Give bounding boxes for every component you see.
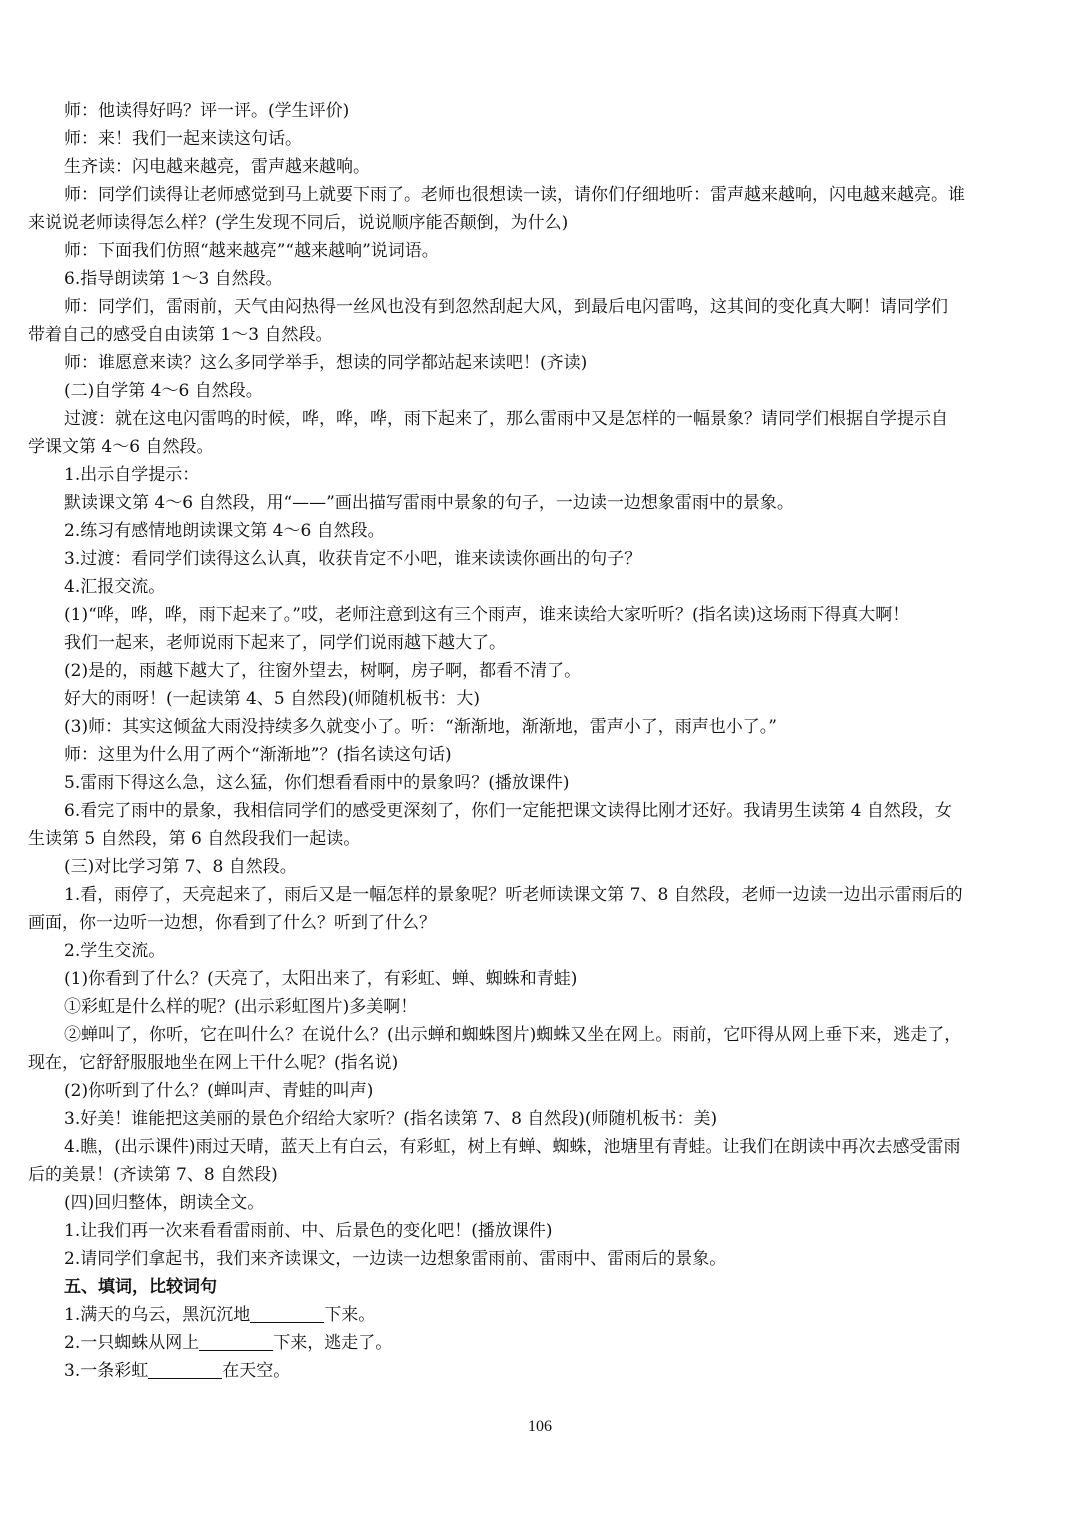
text-line: (二)自学第 4～6 自然段。: [64, 381, 263, 401]
answer-blank: [250, 1302, 324, 1323]
text-line: 2.请同学们拿起书，我们来齐读课文，一边读一边想象雷雨前、雷雨中、雷雨后的景象。: [64, 1249, 727, 1269]
text-line: 5.雷雨下得这么急，这么猛，你们想看看雨中的景象吗？(播放课件): [64, 773, 570, 793]
text-line: 师：同学们读得让老师感觉到马上就要下雨了。老师也很想读一读，请你们仔细地听：雷声越来越响，闪电越来越亮。谁: [64, 185, 965, 205]
fill-blank-item: [28, 1301, 1056, 1329]
text-line: ②蝉叫了，你听，它在叫什么？在说什么？(出示蝉和蜘蛛图片)蜘蛛又坐在网上。雨前，它吓得从网上垂下来，逃走了，: [64, 1025, 962, 1045]
text-line: 生齐读：闪电越来越亮，雷声越来越响。: [64, 157, 370, 177]
text-line: 师：这里为什么用了两个“渐渐地”？(指名读这句话): [64, 745, 452, 765]
text-line: (1)“哗，哗，哗，雨下起来了。”哎，老师注意到这有三个雨声，谁来读给大家听听？(指名读)这场雨下得真大啊！: [64, 605, 910, 625]
text-line: 师：来！我们一起来读这句话。: [64, 129, 302, 149]
text-line: 过渡：就在这电闪雷鸣的时候，哗，哗，哗，雨下起来了，那么雷雨中又是怎样的一幅景象？请同学们根据自学提示自: [64, 409, 948, 429]
text-line: (3)师：其实这倾盆大雨没持续多久就变小了。听：“渐渐地，渐渐地，雷声小了，雨声也小了。”: [64, 717, 777, 737]
text-line: (2)你听到了什么？(蝉叫声、青蛙的叫声): [64, 1081, 374, 1101]
text-line: 学课文第 4～6 自然段。: [28, 437, 214, 457]
text-line: (三)对比学习第 7、8 自然段。: [64, 857, 297, 877]
text-line: 好大的雨呀！(一起读第 4、5 自然段)(师随机板书：大): [64, 689, 480, 709]
text-line: 师：谁愿意来读？这么多同学举手，想读的同学都站起来读吧！(齐读): [64, 353, 588, 373]
text-line: 来说说老师读得怎么样？(学生发现不同后，说说顺序能否颠倒，为什么): [28, 213, 569, 233]
text-line: 2.练习有感情地朗读课文第 4～6 自然段。: [64, 521, 385, 541]
text-line: ①彩虹是什么样的呢？(出示彩虹图片)多美啊！: [64, 997, 418, 1017]
answer-blank: [199, 1330, 273, 1351]
text-line: 带着自己的感受自由读第 1～3 自然段。: [28, 325, 333, 345]
text-line: 画面，你一边听一边想，你看到了什么？听到了什么？: [28, 913, 436, 933]
text-line: 后的美景！(齐读第 7、8 自然段): [28, 1165, 278, 1185]
document-body: [28, 97, 1056, 1385]
text-line: 1.让我们再一次来看看雷雨前、中、后景色的变化吧！(播放课件): [64, 1221, 553, 1241]
text-line: 3.好美！谁能把这美丽的景色介绍给大家听？(指名读第 7、8 自然段)(师随机板书：美): [64, 1109, 718, 1129]
text-line: 师：下面我们仿照“越来越亮”“越来越响”说词语。: [64, 241, 439, 261]
text-line: 4.汇报交流。: [64, 577, 166, 597]
answer-blank: [148, 1358, 222, 1379]
text-line: 1.看，雨停了，天亮起来了，雨后又是一幅怎样的景象呢？听老师读课文第 7、8 自然段，老师一边读一边出示雷雨后的: [64, 885, 963, 905]
text-line: (2)是的，雨越下越大了，往窗外望去，树啊，房子啊，都看不清了。: [64, 661, 582, 681]
text-line: 师：他读得好吗？评一评。(学生评价): [64, 101, 350, 121]
text-line: 2.学生交流。: [64, 941, 166, 961]
text-line: 6.指导朗读第 1～3 自然段。: [64, 269, 283, 289]
text-line: 1.出示自学提示：: [64, 465, 200, 485]
text-line: 现在，它舒舒服服地坐在网上干什么呢？(指名说): [28, 1053, 399, 1073]
fill-item-after: 下来，逃走了。: [273, 1333, 393, 1353]
fill-item-after: 在天空。: [222, 1361, 291, 1381]
text-line: 生读第 5 自然段，第 6 自然段我们一起读。: [28, 829, 361, 849]
text-line: 3.过渡：看同学们读得这么认真，收获肯定不小吧，谁来读读你画出的句子？: [64, 549, 642, 569]
fill-item-before: 3.一条彩虹: [64, 1361, 149, 1381]
fill-item-before: 1.满天的乌云，黑沉沉地: [64, 1305, 251, 1325]
fill-blank-item: [28, 1357, 1056, 1385]
text-line: 6.看完了雨中的景象，我相信同学们的感受更深刻了，你们一定能把课文读得比刚才还好。我请男生读第 4 自然段，女: [64, 801, 952, 821]
text-line: (四)回归整体，朗读全文。: [64, 1193, 265, 1213]
fill-item-after: 下来。: [324, 1305, 376, 1325]
text-line: 师：同学们，雷雨前，天气由闷热得一丝风也没有到忽然刮起大风，到最后电闪雷鸣，这其间的变化真大啊！请同学们: [64, 297, 948, 317]
page-number: 106: [528, 1418, 552, 1435]
text-line: 默读课文第 4～6 自然段，用“——”画出描写雷雨中景象的句子，一边读一边想象雷雨中的景象。: [64, 493, 794, 513]
text-line: 4.瞧，(出示课件)雨过天晴，蓝天上有白云，有彩虹，树上有蝉、蜘蛛，池塘里有青蛙。让我们在朗读中再次去感受雷雨: [64, 1137, 961, 1157]
text-line: 我们一起来，老师说雨下起来了，同学们说雨越下越大了。: [64, 633, 506, 653]
fill-item-before: 2.一只蜘蛛从网上: [64, 1333, 200, 1353]
text-line: (1)你看到了什么？(天亮了，太阳出来了，有彩虹、蝉、蜘蛛和青蛙): [64, 969, 578, 989]
section-heading: 五、填词，比较词句: [64, 1277, 217, 1297]
fill-blank-item: [28, 1329, 1056, 1357]
